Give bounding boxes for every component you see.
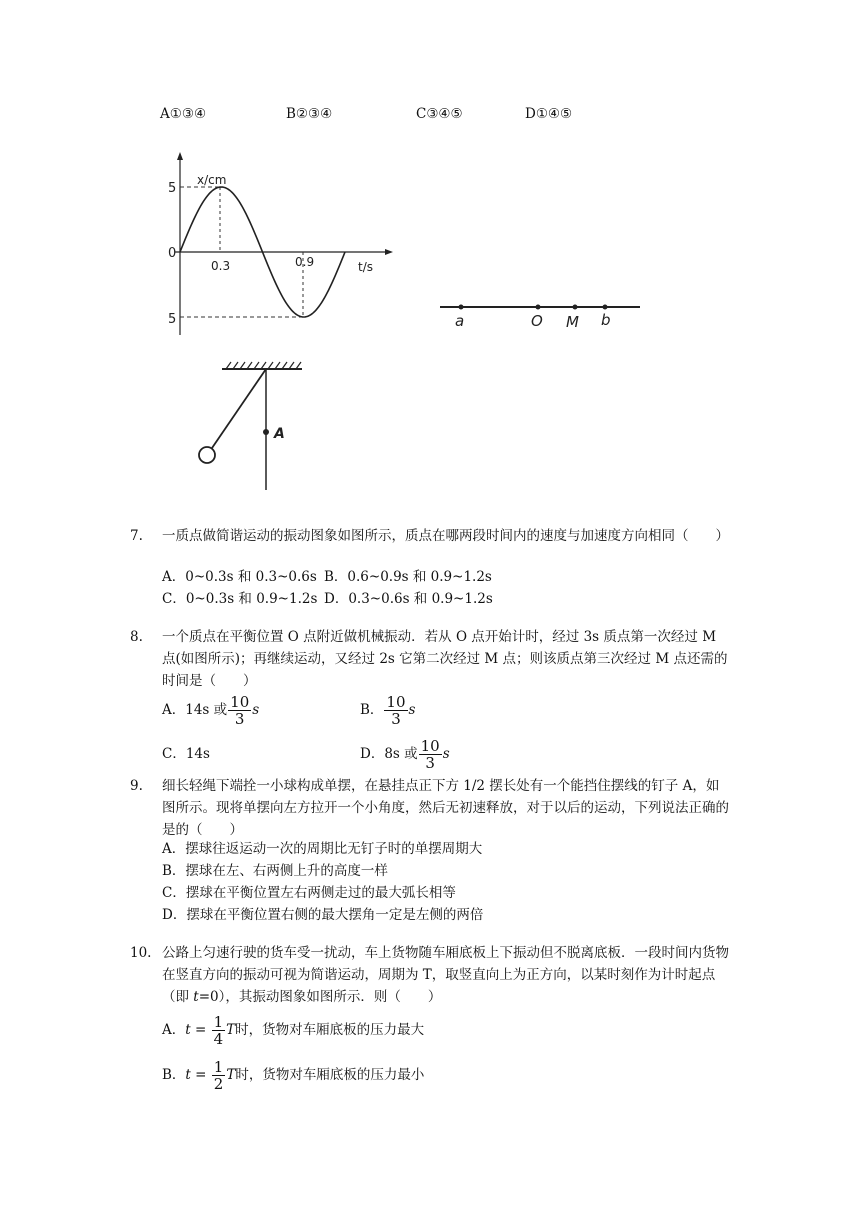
nail-a-label: A [274, 426, 285, 442]
question-text: 一质点做简谐运动的振动图象如图所示，质点在哪两段时间内的速度与加速度方向相同（ ） [162, 528, 729, 544]
y-tick-zero: 0 [168, 246, 177, 261]
option-d: D①④⑤ [525, 106, 573, 122]
question-number: 10. [130, 945, 152, 961]
point-a-label: a [455, 312, 465, 330]
answer-b: B．摆球在左、右两侧上升的高度一样 [162, 863, 388, 879]
option-b: B②③④ [286, 106, 333, 122]
question-number: 7. [130, 528, 143, 544]
vibration-graph [155, 140, 405, 340]
x-tick-label: 0.3 [211, 259, 231, 273]
option-c: C③④⑤ [416, 106, 463, 122]
y-tick-top: 5 [168, 181, 177, 196]
question-number: 8. [130, 629, 143, 645]
nail-a [263, 429, 269, 435]
x-tick-label: 0.9 [295, 255, 315, 269]
answer-b: B．t = $\frac{1}{2}$ T时，货物对车厢底板的压力最小 [162, 1058, 425, 1093]
point-b-label: b [601, 311, 611, 329]
answer-d: D．0.3~0.6s 和 0.9~1.2s [324, 591, 493, 607]
answer-c: C．0~0.3s 和 0.9~1.2s [162, 591, 318, 607]
ceiling-hatching [226, 362, 301, 369]
answer-d: D．8s 或 $\frac{10}{3}$ s [360, 737, 450, 772]
pendulum-diagram [190, 360, 310, 495]
pendulum-bob [199, 447, 215, 463]
answer-b: B． $\frac{10}{3}$ s [360, 693, 416, 728]
answer-c: C．14s [162, 746, 210, 762]
answer-a: A．t = $\frac{1}{4}$ T时，货物对车厢底板的压力最大 [162, 1013, 425, 1048]
answer-d: D．摆球在平衡位置右侧的最大摆角一定是左侧的两倍 [162, 907, 484, 923]
answer-c: C．摆球在平衡位置左右两侧走过的最大弧长相等 [162, 885, 456, 901]
question-number: 9. [130, 778, 143, 794]
question-text: 一个质点在平衡位置 O 点附近做机械振动．若从 O 点开始计时，经过 3s 质点第一次经过 M 点(如图所示)；再继续运动，又经过 2s 它第二次经过 M 点；则该质点第三次经过 M 点还需的时间是（ ） [162, 629, 728, 689]
answer-a: A．0~0.3s 和 0.3~0.6s [162, 569, 317, 585]
question-text: 细长轻绳下端拴一小球构成单摆，在悬挂点正下方 1/2 摆长处有一个能挡住摆线的钉子 A，如图所示。现将单摆向左方拉开一个小角度，然后无初速释放，对于以后的运动，下列说法正确的是的（ ） [162, 778, 729, 838]
question-text: 公路上匀速行驶的货车受一扰动，车上货物随车厢底板上下振动但不脱离底板．一段时间内货物在竖直方向的振动可视为简谐运动，周期为 T，取竖直向上为正方向，以某时刻作为计时起点（即 t=0），其振动图象如图所示．则（ ） [162, 945, 729, 1005]
answer-a: A．摆球往返运动一次的周期比无钉子时的单摆周期大 [162, 841, 483, 857]
y-tick-bottom: 5 [168, 312, 177, 327]
y-axis-label: x/cm [197, 173, 227, 187]
point-m-label: M [566, 313, 579, 331]
point-o-label: O [531, 312, 543, 330]
line-diagram [435, 290, 645, 335]
answer-b: B．0.6~0.9s 和 0.9~1.2s [324, 569, 492, 585]
option-a: A①③④ [160, 106, 207, 122]
x-axis-label: t/s [358, 260, 373, 274]
answer-a: A．14s 或 $\frac{10}{3}$ s [162, 693, 260, 728]
